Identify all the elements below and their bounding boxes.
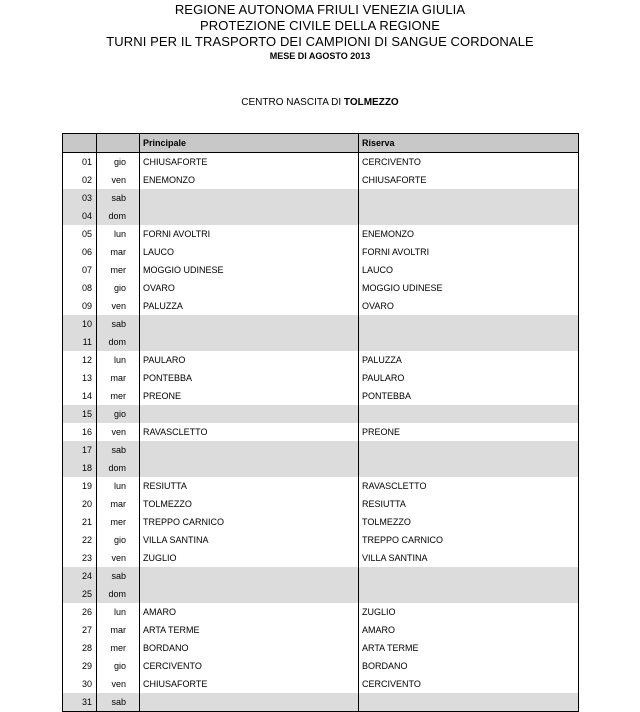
table-row — [63, 639, 579, 657]
weekday-cell: sab — [97, 441, 140, 459]
header-riserva: Riserva — [359, 134, 579, 153]
riserva-cell: ENEMONZO — [359, 225, 579, 243]
weekday-cell: lun — [113, 229, 126, 239]
table-row — [63, 369, 579, 387]
weekday-cell: gio — [113, 157, 126, 167]
weekday-cell: gio — [97, 405, 140, 423]
table-row — [63, 405, 579, 423]
riserva-cell — [359, 207, 579, 225]
principale-cell: MOGGIO UDINESE — [140, 261, 359, 279]
table-row — [63, 459, 579, 477]
principale-cell: TREPPO CARNICO — [140, 513, 359, 531]
weekday-cell: mar — [110, 625, 126, 635]
weekday-cell: sab — [97, 567, 140, 585]
day-number-cell: 01 — [63, 153, 97, 172]
schedule-title: TURNI PER IL TRASPORTO DEI CAMPIONI DI SANGUE CORDONALE — [106, 34, 534, 49]
principale-cell — [140, 315, 359, 333]
table-row — [63, 333, 579, 351]
table-row — [63, 261, 579, 279]
day-number-cell: 25 — [63, 585, 97, 603]
table-row — [63, 225, 579, 243]
weekday-cell: gio — [113, 283, 126, 293]
table-row — [63, 549, 579, 567]
table-row — [63, 675, 579, 693]
riserva-cell: ZUGLIO — [359, 603, 579, 621]
day-number-cell: 06 — [63, 243, 97, 261]
weekday-cell: mar — [110, 499, 126, 509]
riserva-cell: AMARO — [359, 621, 579, 639]
table-row — [63, 351, 579, 369]
birth-center-title — [0, 96, 640, 110]
table-row — [63, 423, 579, 441]
principale-cell: PONTEBBA — [140, 369, 359, 387]
day-number-cell: 30 — [63, 675, 97, 693]
birth-center-name: TOLMEZZO — [343, 97, 399, 108]
region-title: REGIONE AUTONOMA FRIULI VENEZIA GIULIA — [174, 2, 466, 17]
weekday-cell: ven — [111, 427, 126, 437]
table-row — [63, 153, 579, 172]
riserva-cell: FORNI AVOLTRI — [359, 243, 579, 261]
month-title: MESE DI AGOSTO 2013 — [269, 51, 371, 61]
table-row — [63, 621, 579, 639]
principale-cell: RESIUTTA — [140, 477, 359, 495]
header-weekday — [97, 134, 140, 153]
riserva-cell — [359, 585, 579, 603]
principale-cell: PAULARO — [140, 351, 359, 369]
principale-cell — [140, 459, 359, 477]
riserva-cell: OVARO — [359, 297, 579, 315]
birth-center-prefix: CENTRO NASCITA DI — [241, 97, 344, 108]
riserva-cell: PONTEBBA — [359, 387, 579, 405]
day-number-cell: 19 — [63, 477, 97, 495]
table-row — [63, 531, 579, 549]
riserva-cell: PALUZZA — [359, 351, 579, 369]
day-number-cell: 02 — [63, 171, 97, 189]
day-number-cell: 10 — [63, 315, 97, 333]
day-number-cell: 28 — [63, 639, 97, 657]
table-row — [63, 693, 579, 712]
principale-cell: RAVASCLETTO — [140, 423, 359, 441]
table-row — [63, 603, 579, 621]
weekday-cell: sab — [97, 315, 140, 333]
day-number-cell: 21 — [63, 513, 97, 531]
principale-cell: CHIUSAFORTE — [140, 675, 359, 693]
day-number-cell: 26 — [63, 603, 97, 621]
table-row — [63, 513, 579, 531]
principale-cell: ARTA TERME — [140, 621, 359, 639]
day-number-cell: 13 — [63, 369, 97, 387]
principale-cell: PREONE — [140, 387, 359, 405]
weekday-cell: mer — [110, 391, 126, 401]
day-number-cell: 24 — [63, 567, 97, 585]
shift-table — [62, 133, 579, 712]
day-number-cell: 20 — [63, 495, 97, 513]
principale-cell — [140, 567, 359, 585]
day-number-cell: 29 — [63, 657, 97, 675]
weekday-cell: lun — [113, 607, 126, 617]
riserva-cell: CERCIVENTO — [359, 675, 579, 693]
header-day-number — [63, 134, 97, 153]
weekday-cell: mar — [110, 373, 126, 383]
principale-cell — [140, 333, 359, 351]
table-row — [63, 585, 579, 603]
riserva-cell — [359, 459, 579, 477]
weekday-cell: gio — [113, 535, 126, 545]
principale-cell: FORNI AVOLTRI — [140, 225, 359, 243]
day-number-cell: 17 — [63, 441, 97, 459]
weekday-cell: mer — [110, 265, 126, 275]
riserva-cell — [359, 693, 579, 712]
weekday-cell: mer — [110, 517, 126, 527]
header-principale: Principale — [140, 134, 359, 153]
weekday-cell: gio — [113, 661, 126, 671]
riserva-cell — [359, 333, 579, 351]
table-row — [63, 297, 579, 315]
riserva-cell: MOGGIO UDINESE — [359, 279, 579, 297]
principale-cell: ENEMONZO — [140, 171, 359, 189]
riserva-cell — [359, 315, 579, 333]
weekday-cell: lun — [113, 355, 126, 365]
principale-cell: PALUZZA — [140, 297, 359, 315]
principale-cell — [140, 585, 359, 603]
weekday-cell: lun — [113, 481, 126, 491]
riserva-cell: RAVASCLETTO — [359, 477, 579, 495]
riserva-cell — [359, 405, 579, 423]
day-number-cell: 16 — [63, 423, 97, 441]
day-number-cell: 09 — [63, 297, 97, 315]
weekday-cell: dom — [97, 585, 140, 603]
principale-cell: CHIUSAFORTE — [140, 153, 359, 172]
principale-cell: ZUGLIO — [140, 549, 359, 567]
principale-cell: LAUCO — [140, 243, 359, 261]
table-row — [63, 207, 579, 225]
day-number-cell: 11 — [63, 333, 97, 351]
table-row — [63, 189, 579, 207]
riserva-cell: RESIUTTA — [359, 495, 579, 513]
riserva-cell: PREONE — [359, 423, 579, 441]
table-row — [63, 657, 579, 675]
day-number-cell: 18 — [63, 459, 97, 477]
principale-cell: CERCIVENTO — [140, 657, 359, 675]
principale-cell — [140, 189, 359, 207]
principale-cell: OVARO — [140, 279, 359, 297]
weekday-cell: ven — [111, 679, 126, 689]
civil-protection-title: PROTEZIONE CIVILE DELLA REGIONE — [199, 18, 441, 33]
weekday-cell: ven — [111, 301, 126, 311]
weekday-cell: ven — [111, 175, 126, 185]
riserva-cell: ARTA TERME — [359, 639, 579, 657]
weekday-cell: mar — [110, 247, 126, 257]
table-row — [63, 567, 579, 585]
principale-cell — [140, 207, 359, 225]
day-number-cell: 05 — [63, 225, 97, 243]
riserva-cell: BORDANO — [359, 657, 579, 675]
table-row — [63, 171, 579, 189]
table-row — [63, 495, 579, 513]
day-number-cell: 15 — [63, 405, 97, 423]
principale-cell: VILLA SANTINA — [140, 531, 359, 549]
day-number-cell: 31 — [63, 693, 97, 712]
day-number-cell: 22 — [63, 531, 97, 549]
weekday-cell: dom — [97, 207, 140, 225]
weekday-cell: dom — [97, 333, 140, 351]
riserva-cell: CHIUSAFORTE — [359, 171, 579, 189]
day-number-cell: 07 — [63, 261, 97, 279]
weekday-cell: sab — [97, 189, 140, 207]
table-header-row — [63, 134, 579, 153]
day-number-cell: 08 — [63, 279, 97, 297]
principale-cell — [140, 405, 359, 423]
principale-cell — [140, 441, 359, 459]
principale-cell: TOLMEZZO — [140, 495, 359, 513]
riserva-cell: TREPPO CARNICO — [359, 531, 579, 549]
principale-cell: AMARO — [140, 603, 359, 621]
table-row — [63, 387, 579, 405]
riserva-cell — [359, 441, 579, 459]
riserva-cell: LAUCO — [359, 261, 579, 279]
weekday-cell: mer — [110, 643, 126, 653]
table-row — [63, 315, 579, 333]
document-header — [0, 2, 640, 63]
table-row — [63, 441, 579, 459]
weekday-cell: ven — [111, 553, 126, 563]
weekday-cell: dom — [97, 459, 140, 477]
day-number-cell: 23 — [63, 549, 97, 567]
day-number-cell: 27 — [63, 621, 97, 639]
riserva-cell: PAULARO — [359, 369, 579, 387]
principale-cell: BORDANO — [140, 639, 359, 657]
riserva-cell: CERCIVENTO — [359, 153, 579, 172]
table-body — [63, 153, 579, 712]
table-row — [63, 279, 579, 297]
riserva-cell: VILLA SANTINA — [359, 549, 579, 567]
riserva-cell: TOLMEZZO — [359, 513, 579, 531]
day-number-cell: 03 — [63, 189, 97, 207]
table-row — [63, 243, 579, 261]
principale-cell — [140, 693, 359, 712]
riserva-cell — [359, 567, 579, 585]
weekday-cell: sab — [97, 693, 140, 712]
riserva-cell — [359, 189, 579, 207]
table-row — [63, 477, 579, 495]
day-number-cell: 14 — [63, 387, 97, 405]
day-number-cell: 12 — [63, 351, 97, 369]
day-number-cell: 04 — [63, 207, 97, 225]
